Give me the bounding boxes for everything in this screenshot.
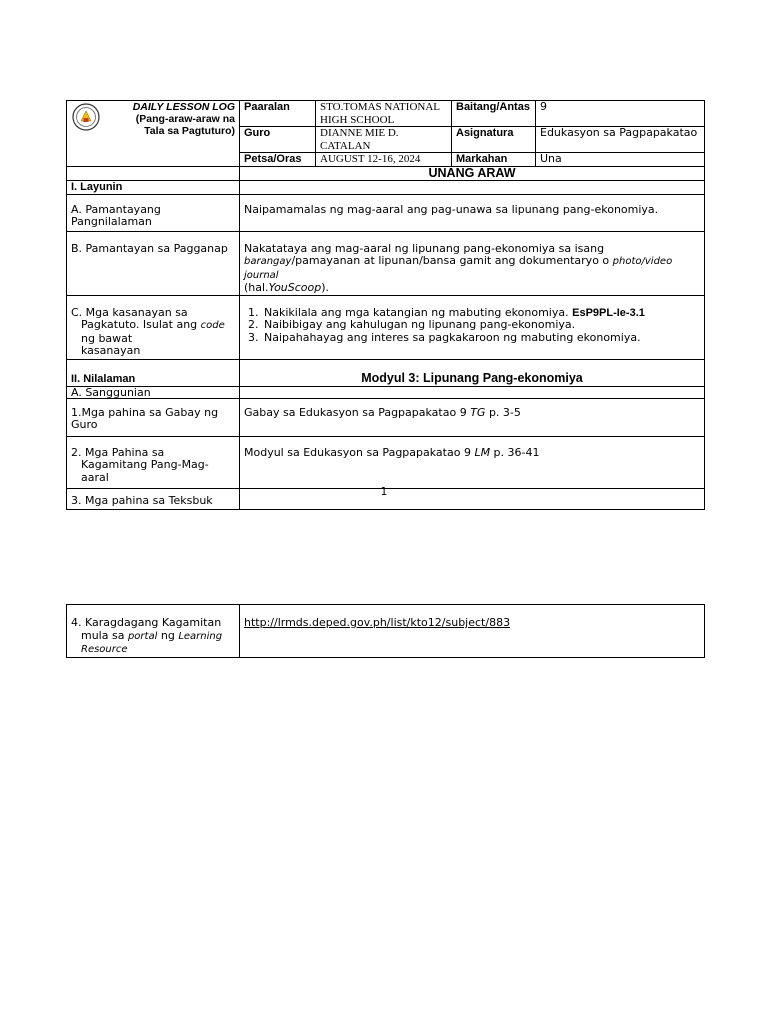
r1-value-pre: Gabay sa Edukasyon sa Pagpapakatao 9 bbox=[244, 405, 471, 419]
c-label-line3: ng bawat bbox=[81, 331, 133, 345]
teksbuk-label: 3. Mga pahina sa Teksbuk bbox=[67, 488, 240, 509]
lrmds-link[interactable]: http://lrmds.deped.gov.ph/list/kto12/subject/883 bbox=[244, 616, 511, 629]
baitang-label: Baitang/Antas bbox=[452, 101, 536, 127]
header-subtitle-1: (Pang-araw-araw na bbox=[135, 113, 235, 125]
r2-value-post: p. 36-41 bbox=[490, 445, 540, 459]
r1-label-line2: Guro bbox=[71, 418, 98, 431]
r4-label-em3: Resource bbox=[81, 644, 128, 655]
r4-label-pre: mula sa bbox=[81, 628, 128, 642]
pamantayan-sa-pagganap-value bbox=[240, 231, 705, 295]
layunin-section-label: I. Layunin bbox=[67, 180, 240, 194]
pamantayan-sa-pagganap-label: B. Pamantayan sa Pagganap bbox=[67, 231, 240, 295]
header-title: DAILY LESSON LOG bbox=[132, 101, 235, 113]
kasanayan-code: EsP9PL-Ie-3.1 bbox=[572, 306, 645, 319]
markahan-value: Una bbox=[536, 153, 705, 167]
b-value-em3: YouScoop bbox=[268, 281, 322, 294]
paaralan-value bbox=[316, 101, 452, 127]
paaralan-value-line2: HIGH SCHOOL bbox=[320, 113, 395, 126]
kasanayan-item-2: 2. Naibibigay ang kahulugan ng lipunang pang-ekonomiya. bbox=[262, 319, 700, 332]
c-label-code: code bbox=[200, 320, 225, 331]
nilalaman-section-label: II. Nilalaman bbox=[67, 359, 240, 386]
day-title: UNANG ARAW bbox=[240, 166, 705, 180]
pamantayang-pangnilalaman-label bbox=[67, 194, 240, 231]
r2-label-line3: aaral bbox=[81, 470, 109, 484]
r4-label-mid: ng bbox=[157, 628, 179, 642]
header-title-cell bbox=[67, 101, 240, 167]
lesson-log-table bbox=[66, 100, 705, 510]
lesson-log-table-page2 bbox=[66, 604, 705, 658]
c-label-line1: C. Mga kasanayan sa bbox=[71, 305, 188, 319]
layunin-section-blank bbox=[240, 180, 705, 194]
kasanayan-item-3: 3. Naipahahayag ang interes sa pagkakaroon ng mabuting ekonomiya. bbox=[262, 332, 700, 345]
r1-value-em: TG bbox=[470, 405, 486, 419]
asignatura-label: Asignatura bbox=[452, 127, 536, 153]
r1-label-line1: 1.Mga pahina sa Gabay ng bbox=[71, 405, 219, 419]
paaralan-label: Paaralan bbox=[240, 101, 316, 127]
paaralan-value-line1: STO.TOMAS NATIONAL bbox=[320, 101, 440, 113]
baitang-value: 9 bbox=[536, 101, 705, 127]
mga-kasanayan-label bbox=[67, 295, 240, 359]
b-value-mid: /pamayanan at lipunan/bansa gamit ang dokumentaryo o bbox=[291, 254, 613, 267]
b-value-em2: photo/video journal bbox=[244, 256, 673, 281]
page-number: 1 bbox=[380, 486, 388, 498]
mga-kasanayan-value bbox=[240, 295, 705, 359]
karagdagang-kagamitan-label bbox=[67, 605, 240, 658]
guro-label: Guro bbox=[240, 127, 316, 153]
a-label-line1: A. Pamantayang bbox=[71, 202, 161, 216]
gabay-ng-guro-label bbox=[67, 398, 240, 436]
markahan-label: Markahan bbox=[452, 153, 536, 167]
petsa-label: Petsa/Oras bbox=[240, 153, 316, 167]
r2-value-pre: Modyul sa Edukasyon sa Pagpapakatao 9 bbox=[244, 445, 475, 459]
sanggunian-label: A. Sanggunian bbox=[67, 386, 240, 398]
gabay-ng-guro-value bbox=[240, 398, 705, 436]
r1-value-post: p. 3-5 bbox=[485, 405, 521, 419]
asignatura-value: Edukasyon sa Pagpapakatao bbox=[536, 127, 705, 153]
module-title: Modyul 3: Lipunang Pang-ekonomiya bbox=[240, 359, 705, 386]
r2-value-em: LM bbox=[474, 445, 491, 459]
b-value-post3: ). bbox=[321, 281, 330, 294]
r2-label-line1: 2. Mga Pahina sa bbox=[71, 445, 165, 459]
r2-label-line2: Kagamitang Pang-Mag- bbox=[81, 458, 209, 471]
guro-value: DIANNE MIE D. CATALAN bbox=[316, 127, 452, 153]
header-subtitle-2: Tala sa Pagtuturo) bbox=[144, 125, 235, 137]
petsa-value: AUGUST 12-16, 2024 bbox=[316, 153, 452, 167]
kasanayan-item-1-text: Nakikilala ang mga katangian ng mabuting ekonomiya. bbox=[264, 305, 573, 319]
day-title-blank bbox=[67, 166, 240, 180]
r4-label-em1: portal bbox=[127, 630, 158, 642]
r4-label-em2: Learning bbox=[178, 630, 223, 642]
kagamitang-pang-mag-aaral-value bbox=[240, 436, 705, 488]
r4-label-line1: 4. Karagdagang Kagamitan bbox=[71, 616, 222, 629]
pamantayang-pangnilalaman-value: Naipamamalas ng mag-aaral ang pag-unawa sa lipunang pang-ekonomiya. bbox=[240, 194, 705, 231]
kasanayan-list bbox=[244, 307, 700, 345]
karagdagang-kagamitan-value bbox=[240, 605, 705, 658]
c-label-line4: kasanayan bbox=[81, 344, 141, 357]
kagamitang-pang-mag-aaral-label bbox=[67, 436, 240, 488]
c-label-line2: Pagkatuto. Isulat ang bbox=[81, 318, 201, 331]
b-value-line1: Nakatataya ang mag-aaral ng lipunang pang-ekonomiya sa isang bbox=[244, 241, 605, 255]
sanggunian-blank bbox=[240, 386, 705, 398]
b-value-em1: barangay bbox=[244, 256, 292, 267]
a-label-line2: Pangnilalaman bbox=[71, 215, 152, 228]
b-value-pre3: (hal. bbox=[244, 281, 269, 294]
